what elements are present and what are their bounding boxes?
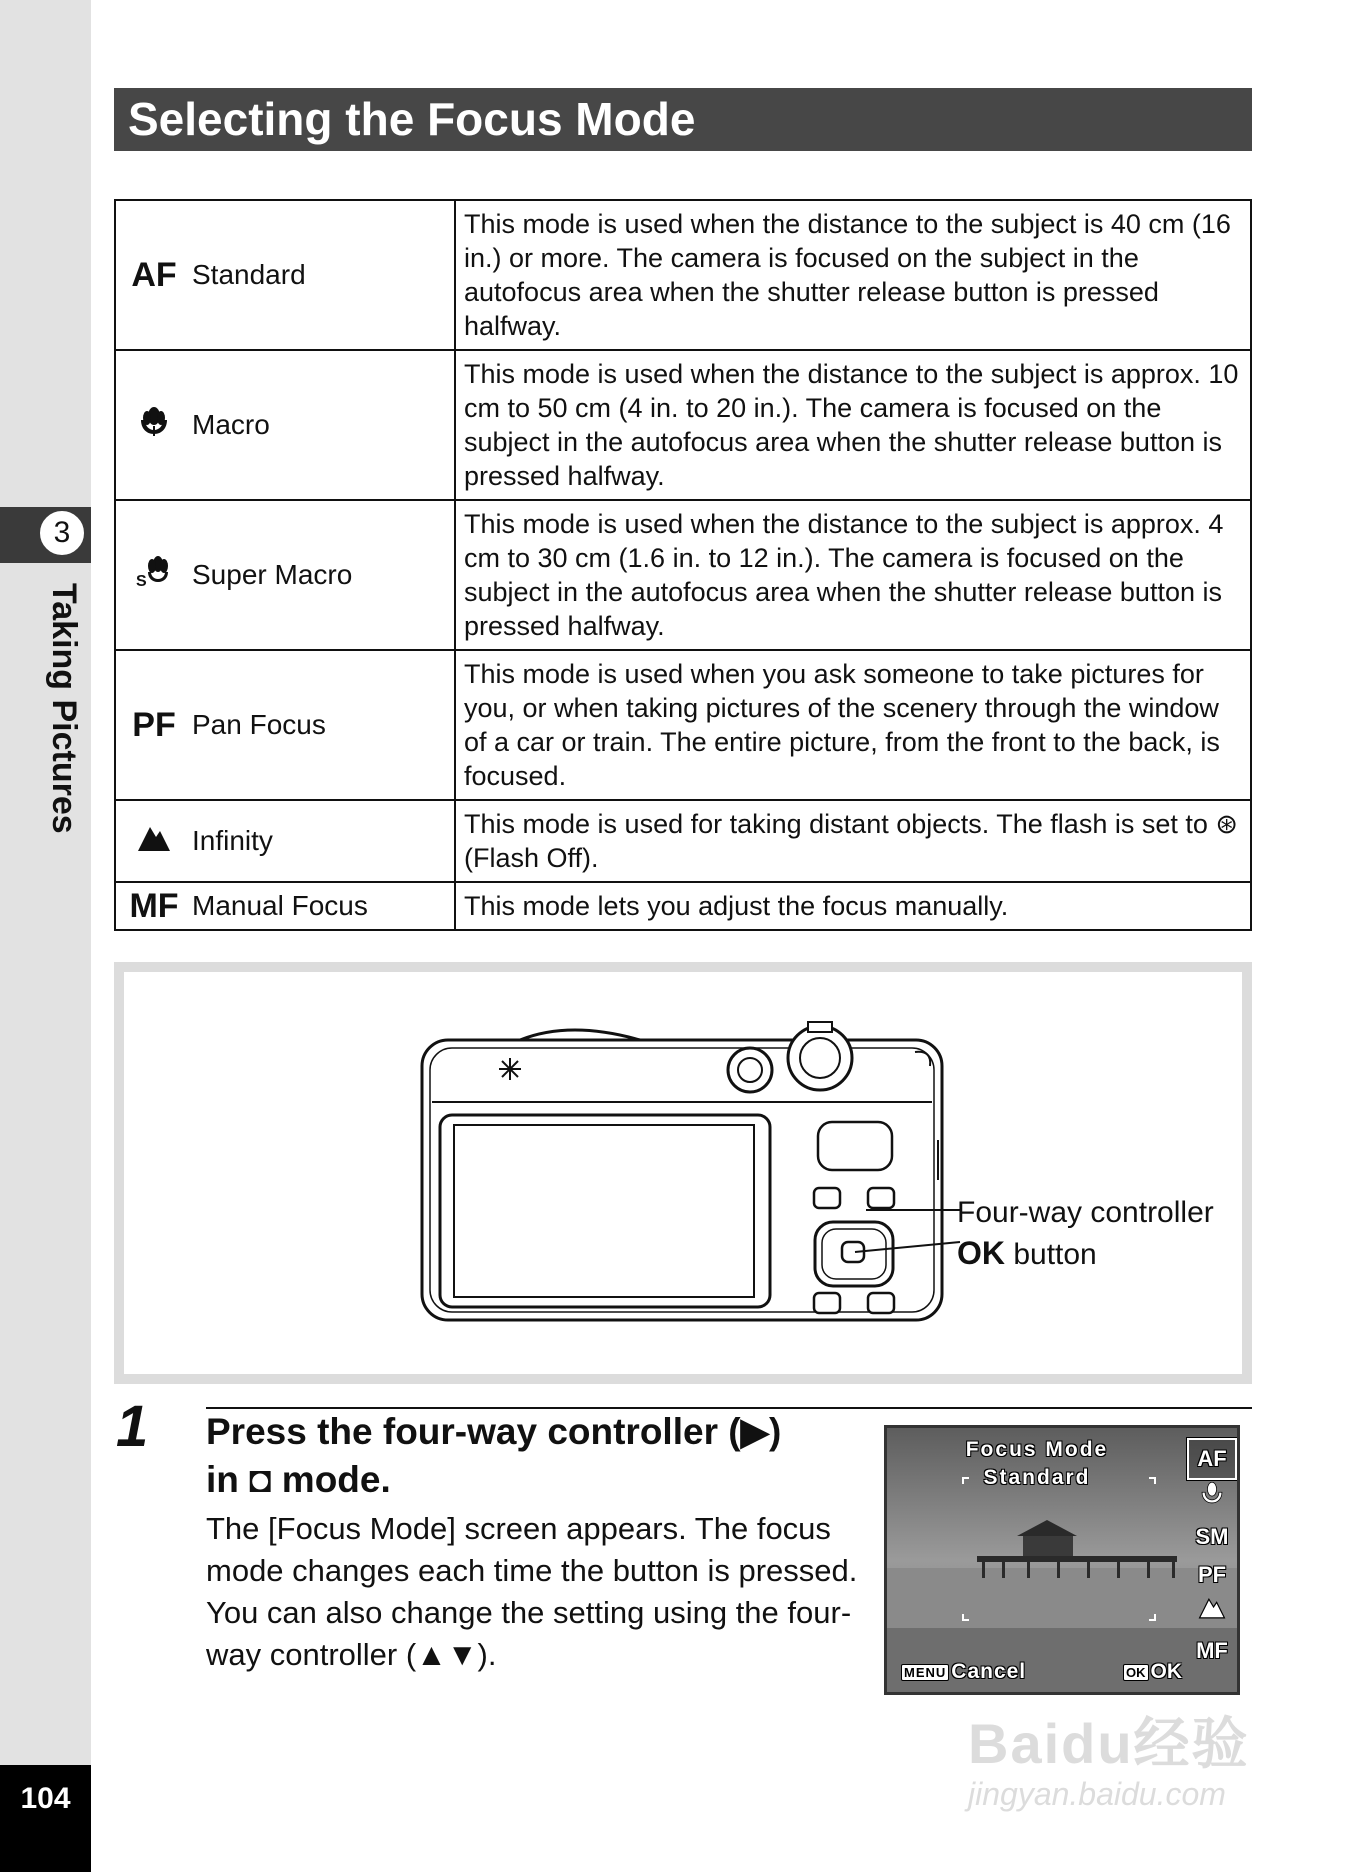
mode-name: Super Macro [192,559,353,590]
lcd-cancel-label: Cancel [951,1660,1027,1683]
flash-icon [499,1058,521,1080]
table-row [115,350,1251,500]
watermark-logo: Baidu经验 [968,1712,1250,1775]
step-number: 1 [116,1394,149,1459]
mode-description: This mode lets you adjust the focus manually. [455,882,1251,930]
camera-back-illustration [410,1010,970,1330]
focus-mode-table [114,199,1252,931]
mode-name: Infinity [192,825,273,856]
step-heading-line: Press the four-way controller (▶) [206,1411,782,1452]
ok-button-text: button [1005,1238,1097,1271]
lcd-ok-label: OK [1150,1660,1182,1683]
mode-name: Manual Focus [192,890,368,921]
mode-description: This mode is used for taking distant objects. The flash is set to ⊛ (Flash Off). [455,800,1251,882]
table-row [115,800,1251,882]
table-row [115,500,1251,650]
page-number: 104 [20,1782,71,1815]
table-row [115,650,1251,800]
lcd-mf-icon: MF [1196,1638,1228,1663]
table-row [115,882,1251,930]
pf-icon: PF [132,705,176,744]
chapter-number: 3 [37,508,87,558]
lcd-title-text: Focus Mode [965,1438,1109,1461]
focus-mode-screen [884,1425,1240,1695]
lcd-mode-icons [1187,1438,1237,1670]
lcd-title [887,1436,1187,1492]
lcd-infinity-icon [1187,1594,1237,1632]
lcd-current-mode: Standard [983,1466,1091,1489]
mode-description: This mode is used when you ask someone to take pictures for you, or when taking pictures of the scenery through the window of a car or train. The entire picture, from the front to the back, is focused. [455,650,1251,800]
ok-button-label [957,1235,1097,1272]
lcd-pf-icon: PF [1197,1562,1227,1587]
lcd-af-icon: AF [1187,1438,1237,1480]
step-body: The [Focus Mode] screen appears. The focus mode changes each time the button is pressed. You can also change the setting using the four-way controller (▲▼). [206,1511,858,1672]
lcd-macro-icon [1187,1480,1237,1518]
page-title: Selecting the Focus Mode [128,93,696,145]
step-heading [206,1408,866,1504]
svg-text:S: S [136,572,147,588]
lcd-cancel [901,1660,1026,1684]
mode-description: This mode is used when the distance to the subject is approx. 10 cm to 50 cm (4 in. to 20 in.). The camera is focused on the subject in the autofocus area when the shutter release button is pressed halfway. [455,350,1251,500]
mode-description: This mode is used when the distance to the subject is 40 cm (16 in.) or more. The camera is focused on the subject in the autofocus area when the shutter release button is pressed halfway. [455,200,1251,350]
lcd-super-macro-icon: SM [1195,1524,1229,1549]
mode-name: Pan Focus [192,709,326,740]
infinity-mountain-icon [122,821,186,862]
ok-key-icon: OK [1123,1664,1149,1681]
macro-icon [122,404,186,447]
super-macro-icon [122,554,186,597]
side-strip [0,0,91,1872]
mode-name: Standard [192,259,306,290]
mode-description: This mode is used when the distance to the subject is approx. 4 cm to 30 cm (1.6 in. to 12 in.). The camera is focused on the subject in the autofocus area when the shutter release button is pressed halfway. [455,500,1251,650]
chapter-title: Taking Pictures [45,583,83,834]
lcd-ok [1123,1660,1182,1684]
table-row [115,200,1251,350]
watermark-url: jingyan.baidu.com [968,1776,1226,1812]
mode-name: Macro [192,409,270,440]
step-heading-line: in ◘ mode. [206,1459,391,1500]
ok-key-label: OK [957,1235,1005,1271]
four-way-controller-label: Four-way controller [957,1196,1214,1229]
af-icon: AF [131,255,177,294]
mf-icon: MF [129,886,179,925]
menu-key-icon: MENU [901,1664,949,1681]
